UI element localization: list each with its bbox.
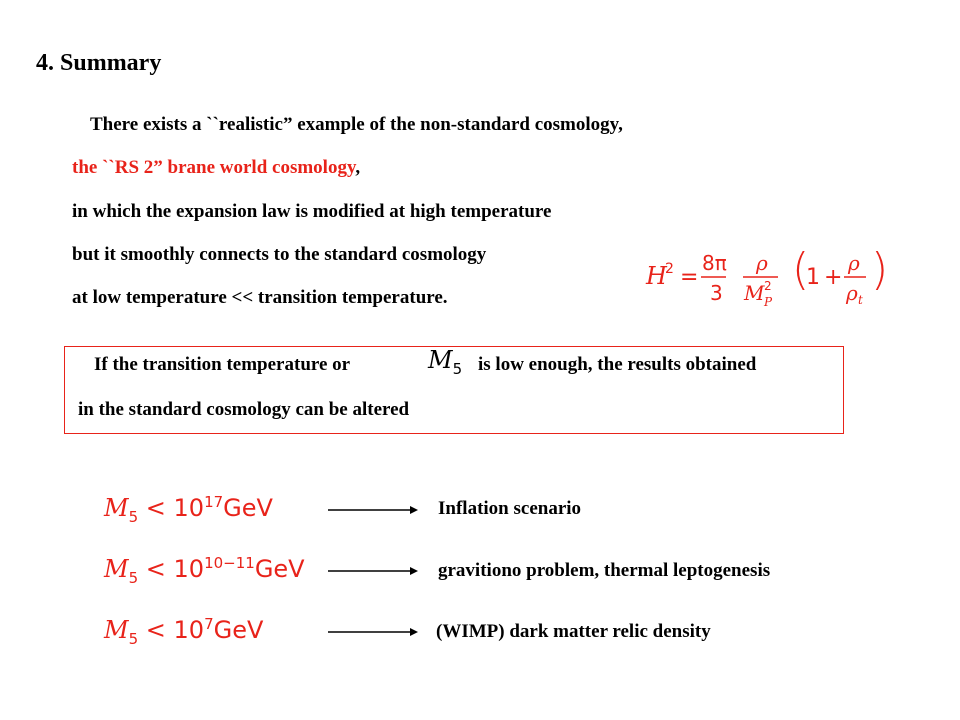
arrow-1: [328, 502, 420, 518]
bound-inequality-1: $M_5 < 10^{17}GeV$: [104, 493, 273, 526]
svg-text:ρ: ρ: [846, 281, 858, 305]
intro-line-1: There exists a ``realistic” example of the non-standard cosmology,: [90, 114, 623, 135]
friedmann-equation: [640, 240, 890, 310]
bound-inequality-3: $M_5 < 10^7GeV$: [104, 615, 264, 648]
rs2-highlight: the ``RS 2” brane world cosmology: [72, 157, 356, 178]
eq-one: 1: [806, 265, 820, 290]
intro-line-4: but it smoothly connects to the standard cosmology: [72, 244, 487, 265]
box-text-after: is low enough, the results obtained: [478, 354, 757, 375]
svg-text:ρ: ρ: [848, 251, 860, 275]
svg-text:2: 2: [764, 279, 772, 293]
intro-line-5: at low temperature << transition temperature.: [72, 287, 448, 308]
bound-inequality-2: $M_5 < 10^{10-11}GeV$: [104, 554, 305, 587]
eq-equals: =: [680, 265, 699, 290]
result-3: (WIMP) dark matter relic density: [436, 621, 711, 642]
m5-symbol: $M_5$: [428, 346, 463, 378]
eq-coef-den: 3: [710, 281, 723, 305]
eq-coef-num: 8π: [702, 251, 727, 275]
svg-text:(: (: [792, 244, 810, 295]
intro-line-2: [72, 157, 360, 179]
svg-text:2: 2: [665, 261, 674, 277]
intro-line-2-tail: ,: [355, 157, 361, 178]
intro-line-3: in which the expansion law is modified at high temperature: [72, 201, 552, 222]
eq-h: H: [646, 262, 667, 290]
result-2: gravitiono problem, thermal leptogenesis: [438, 560, 771, 581]
result-1: Inflation scenario: [438, 498, 582, 519]
slide-title: 4. Summary: [36, 50, 162, 76]
eq-rho: ρ: [756, 251, 768, 275]
box-line-2: in the standard cosmology can be altered: [78, 399, 410, 420]
box-text-before: If the transition temperature or: [94, 354, 351, 375]
eq-rho-t-sub: t: [858, 293, 863, 307]
eq-mp: M: [744, 281, 765, 305]
arrow-3: [328, 624, 420, 640]
arrow-2: [328, 563, 420, 579]
eq-mp-sub: P: [764, 295, 773, 309]
eq-plus: +: [824, 265, 843, 290]
svg-text:): ): [871, 244, 889, 295]
